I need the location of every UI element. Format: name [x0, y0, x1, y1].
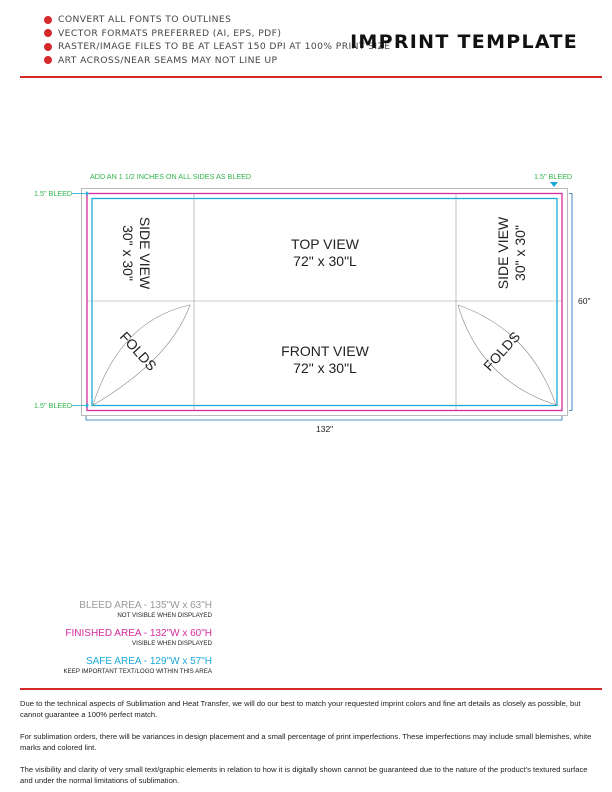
bleed-note: ADD AN 1 1/2 INCHES ON ALL SIDES AS BLEED	[90, 172, 252, 181]
requirement-item: RASTER/IMAGE FILES TO BE AT LEAST 150 DPI AT 100% PRINT SIZE	[44, 40, 390, 54]
bleed-tag-top-right: 1.5" BLEED	[534, 172, 573, 181]
legend-finished: FINISHED AREA - 132"W x 60"H VISIBLE WHEN DISPLAYED	[65, 628, 212, 647]
disclaimer-paragraph: The visibility and clarity of very small text/graphic elements in relation to how it is digitally shown cannot be guaranteed due to the nature of the product's textured surface and under the normal limitations of sublimation.	[20, 765, 588, 785]
bleed-tag-left-bottom: 1.5" BLEED	[34, 401, 73, 410]
top-view-label: TOP VIEW 72" x 30"L	[291, 236, 359, 269]
folds-right-label: FOLDS	[480, 328, 524, 374]
footer-divider	[20, 688, 602, 690]
arrow-down-icon	[550, 182, 558, 187]
requirement-item: VECTOR FORMATS PREFERRED (AI, EPS, PDF)	[44, 27, 390, 41]
height-dimension-line	[569, 194, 572, 411]
disclaimer-text	[20, 698, 600, 786]
disclaimer-paragraph: For sublimation orders, there will be variances in design placement and a small percentage of print imperfections. These imperfections may include small blemishes, white marks and colored lint.	[20, 732, 592, 752]
disclaimer-paragraph: Due to the technical aspects of Sublimation and Heat Transfer, we will do our best to match your requested imprint colors and fine art details as closely as possible, but cannot guarantee a 100% perfect match.	[20, 699, 581, 719]
legend-safe: SAFE AREA - 129"W x 57"H KEEP IMPORTANT TEXT/LOGO WITHIN THIS AREA	[63, 656, 212, 675]
height-dimension-label: 60"	[578, 296, 591, 306]
folds-left-label: FOLDS	[116, 328, 160, 374]
bleed-tag-left-top: 1.5" BLEED	[34, 189, 73, 198]
side-view-right-label: SIDE VIEW 30" x 30"	[495, 216, 528, 290]
page-title: IMPRINT TEMPLATE	[350, 31, 578, 53]
requirement-item: CONVERT ALL FONTS TO OUTLINES	[44, 13, 390, 27]
width-dimension-label: 132"	[316, 424, 334, 434]
finished-area-rect	[87, 194, 562, 411]
side-view-left-label: SIDE VIEW 30" x 30"	[120, 216, 153, 290]
width-dimension-line	[86, 416, 562, 420]
legend-bleed: BLEED AREA - 135"W x 63"H NOT VISIBLE WHEN DISPLAYED	[79, 600, 212, 619]
requirement-item: ART ACROSS/NEAR SEAMS MAY NOT LINE UP	[44, 54, 390, 68]
front-view-label: FRONT VIEW 72" x 30"L	[281, 343, 369, 376]
